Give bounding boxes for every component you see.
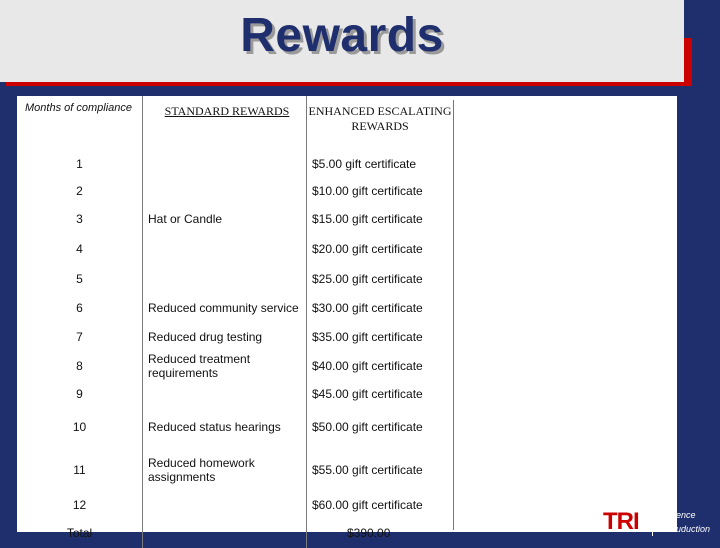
- enhanced-reward-cell: $15.00 gift certificate: [307, 206, 454, 232]
- blank-column: [453, 100, 677, 530]
- standard-reward-cell: Hat or Candle: [143, 206, 307, 232]
- month-cell: 8: [76, 359, 83, 373]
- table-row: [17, 176, 453, 206]
- table-row: [17, 232, 453, 266]
- slide-title: Rewards: [240, 9, 444, 62]
- enhanced-reward-cell: $45.00 gift certificate: [307, 382, 454, 406]
- table-row: [17, 382, 453, 406]
- header-standard: STANDARD REWARDS: [143, 96, 307, 152]
- enhanced-reward-cell: $55.00 gift certificate: [307, 448, 454, 492]
- header-months: Months of compliance: [25, 102, 132, 114]
- enhanced-reward-cell: $40.00 gift certificate: [307, 350, 454, 382]
- table-row: [17, 492, 453, 518]
- month-cell: 11: [73, 463, 86, 477]
- table-row: [17, 266, 453, 292]
- logo-text-line1: ence: [676, 510, 696, 520]
- logo-divider: [652, 512, 653, 536]
- total-label: Total: [66, 526, 93, 540]
- month-cell: 2: [76, 184, 83, 198]
- standard-reward-cell: Reduced community service: [143, 292, 307, 324]
- total-value: $390.00: [307, 518, 454, 548]
- table-row: [17, 152, 453, 176]
- month-cell: 4: [76, 242, 83, 256]
- enhanced-reward-cell: $5.00 gift certificate: [307, 152, 454, 176]
- standard-reward-cell: [143, 176, 307, 206]
- total-row: [17, 518, 453, 548]
- total-standard-cell: [143, 518, 307, 548]
- rewards-table: [17, 96, 453, 548]
- enhanced-reward-cell: $60.00 gift certificate: [307, 492, 454, 518]
- enhanced-reward-cell: $35.00 gift certificate: [307, 324, 454, 350]
- standard-reward-cell: [143, 152, 307, 176]
- standard-reward-cell: [143, 232, 307, 266]
- standard-reward-cell: [143, 492, 307, 518]
- standard-reward-cell: [143, 382, 307, 406]
- enhanced-reward-cell: $10.00 gift certificate: [307, 176, 454, 206]
- standard-reward-cell: Reduced homework assignments: [143, 448, 307, 492]
- month-cell: 1: [76, 157, 83, 171]
- table-row: [17, 448, 453, 492]
- enhanced-reward-cell: $30.00 gift certificate: [307, 292, 454, 324]
- header-enhanced: ENHANCED ESCALATING REWARDS: [307, 96, 454, 152]
- month-cell: 6: [76, 301, 83, 315]
- table-header-row: [17, 96, 453, 152]
- table-row: [17, 406, 453, 448]
- tri-logo: TRI: [603, 508, 639, 535]
- table-row: [17, 324, 453, 350]
- enhanced-reward-cell: $25.00 gift certificate: [307, 266, 454, 292]
- month-cell: 10: [72, 420, 87, 434]
- logo-text-line2: uduction: [676, 524, 711, 534]
- enhanced-reward-cell: $20.00 gift certificate: [307, 232, 454, 266]
- enhanced-reward-cell: $50.00 gift certificate: [307, 406, 454, 448]
- standard-reward-cell: Reduced treatment requirements: [143, 350, 307, 382]
- month-cell: 9: [76, 387, 83, 401]
- month-cell: 3: [76, 212, 83, 226]
- month-cell: 5: [76, 272, 83, 286]
- standard-reward-cell: Reduced status hearings: [143, 406, 307, 448]
- month-cell: 12: [72, 498, 87, 512]
- month-cell: 7: [76, 330, 83, 344]
- table-row: [17, 206, 453, 232]
- standard-reward-cell: [143, 266, 307, 292]
- logo-text: [676, 508, 710, 536]
- table-row: [17, 350, 453, 382]
- table-row: [17, 292, 453, 324]
- standard-reward-cell: Reduced drug testing: [143, 324, 307, 350]
